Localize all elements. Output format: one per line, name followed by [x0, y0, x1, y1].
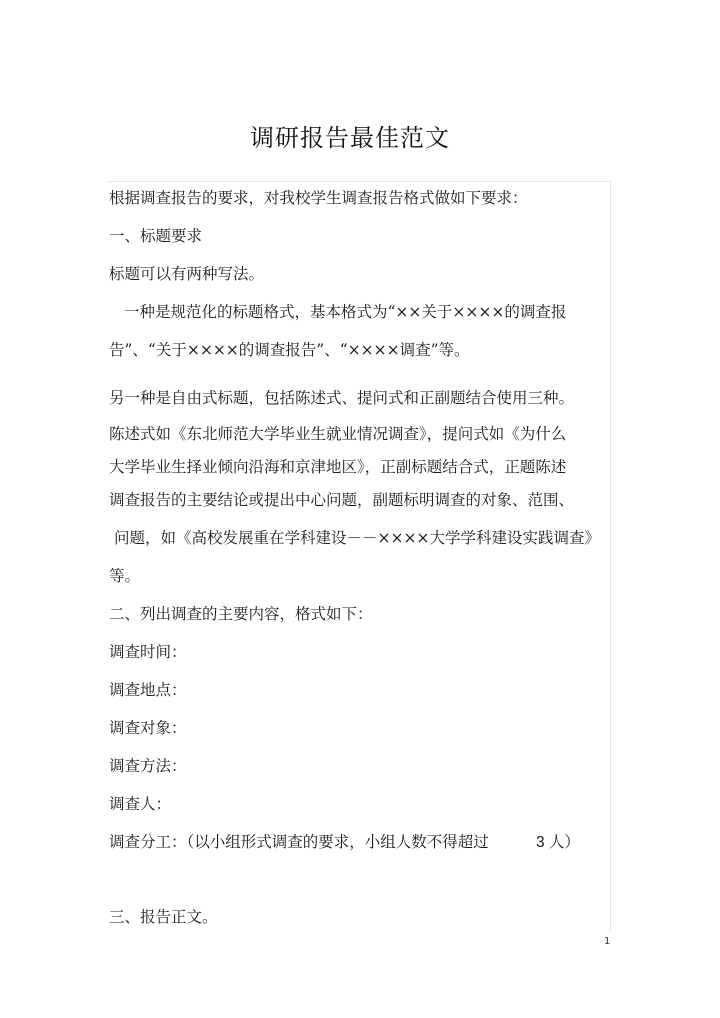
paragraph-intro: 根据调查报告的要求，对我校学生调查报告格式做如下要求： — [109, 189, 528, 207]
paragraph-line: 标题可以有两种写法。 — [109, 265, 265, 283]
paragraph-line: 告”、“关于××××的调查报告”、“××××调查”等。 — [109, 341, 470, 359]
field-division-limit: 3 人） — [536, 834, 580, 851]
field-surveyor: 调查人： — [109, 795, 172, 813]
field-survey-location: 调查地点： — [109, 681, 187, 699]
field-division-of-labor: 调查分工：（以小组形式调查的要求，小组人数不得超过 — [109, 833, 489, 851]
content-frame — [108, 181, 611, 931]
paragraph-line: 调查报告的主要结论或提出中心问题，副题标明调查的对象、范围、 — [109, 491, 575, 509]
field-survey-method: 调查方法： — [109, 757, 187, 775]
paragraph-line: 大学毕业生择业倾向沿海和京津地区》，正副标题结合式，正题陈述 — [109, 458, 567, 476]
paragraph-line: 等。 — [109, 567, 141, 585]
page-number: 1 — [604, 936, 611, 947]
section-heading-2: 二、列出调查的主要内容，格式如下： — [109, 605, 373, 623]
paragraph-line: 陈述式如《东北师范大学毕业生就业情况调查》，提问式如《为什么 — [109, 425, 567, 443]
field-survey-subject: 调查对象： — [109, 719, 187, 737]
document-title: 调研报告最佳范文 — [250, 124, 450, 152]
paragraph-line: 问题，如《高校发展重在学科建设－－××××大学学科建设实践调查》 — [114, 529, 600, 547]
paragraph-line: 一种是规范化的标题格式，基本格式为“××关于××××的调查报 — [124, 303, 567, 321]
section-heading-3: 三、报告正文。 — [109, 908, 218, 926]
section-heading-1: 一、标题要求 — [109, 227, 203, 245]
paragraph-line: 另一种是自由式标题，包括陈述式、提问式和正副题结合使用三种。 — [109, 389, 575, 407]
field-survey-time: 调查时间： — [109, 643, 187, 661]
